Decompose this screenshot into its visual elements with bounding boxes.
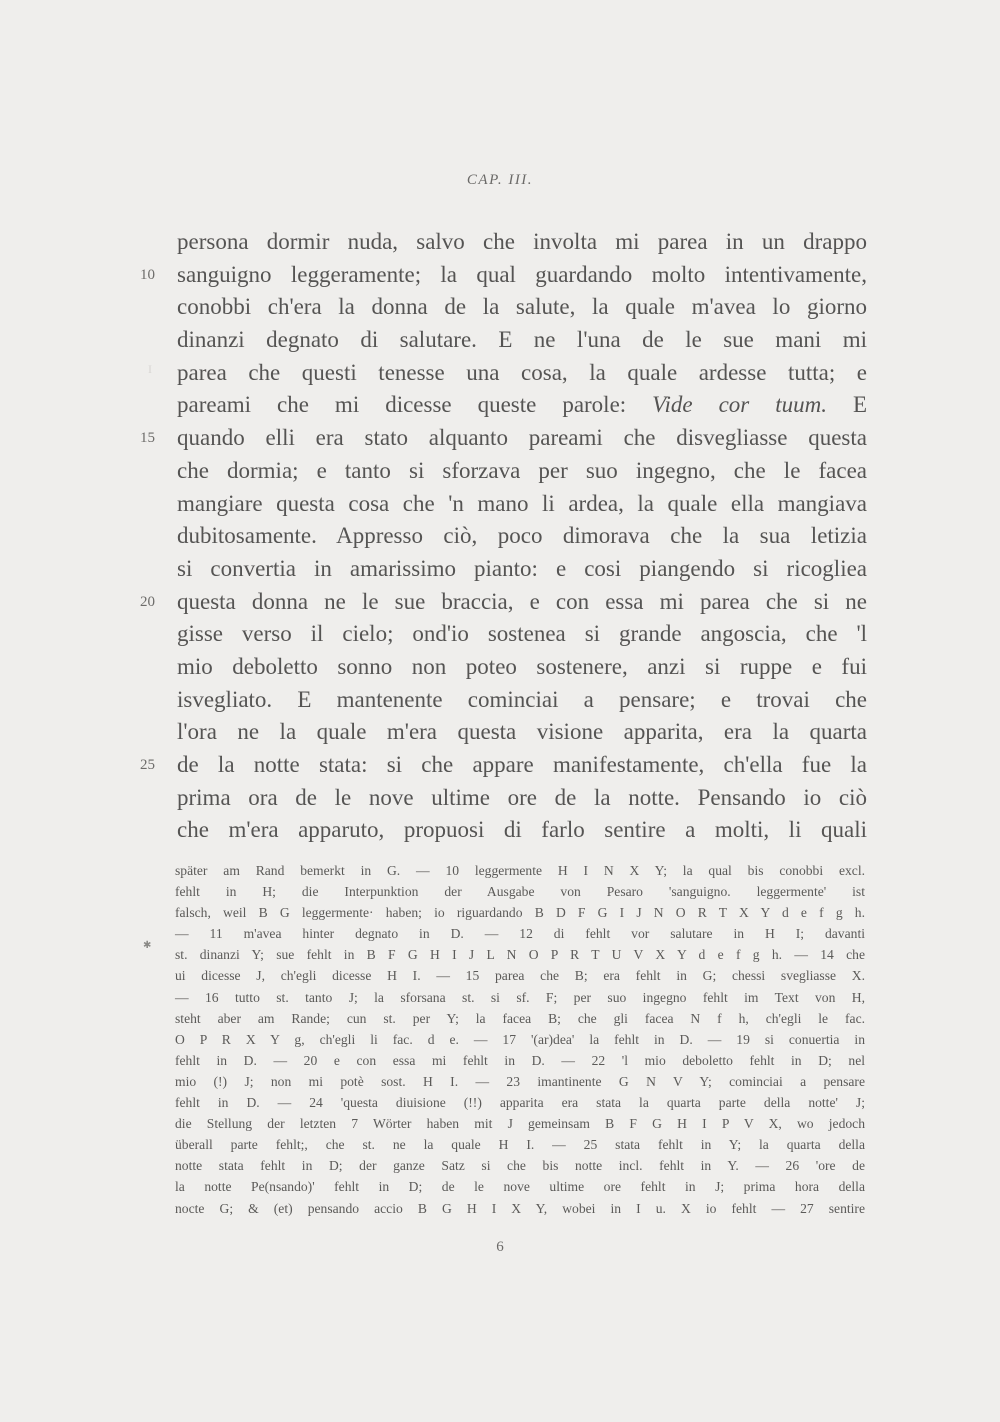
footnote-line: nocte G; & (et) pensando accio B G H I X Y, wobei in I u. X io fehlt — 27 sentire [175,1200,865,1216]
text-line [177,226,867,259]
text-line [177,782,867,815]
line-text: dubitosamente. Appresso ciò, poco dimorava che la sua letizia [177,523,867,549]
text-line [177,291,867,324]
footnote-line: st. dinanzi Y; sue fehlt in B F G H I J L N O P R T U V X Y d e f g h. — 14 che [175,947,865,963]
text-line [177,520,867,553]
text-line [177,389,867,422]
text-line [177,716,867,749]
line-text: che dormia; e tanto si sforzava per suo ingegno, che le facea [177,457,867,483]
footnote-line: die Stellung der letzten 7 Wörter haben mit J gemeinsam B F G H I P V X, wo jedoch [175,1116,865,1132]
footnote-line: fehlt in D. — 24 'questa diuisione (!!) apparita era stata la quarta parte della notte' J; [175,1095,865,1111]
faint-margin-mark: I [148,362,152,376]
text-line [177,455,867,488]
line-number: 15 [140,430,155,447]
footnote-line: falsch, weil B G leggermente· haben; io riguardando B D F G I J N O R T X Y d e f g h. [175,905,865,921]
main-text-block [140,226,867,847]
footnote-line: ui dicesse J, ch'egli dicesse H I. — 15 parea che B; era fehlt in G; chessi svegliasse X. [175,968,865,984]
text-line [140,749,867,782]
line-text: parea che questi tenesse una cosa, la quale ardesse tutta; e [177,359,867,385]
line-text: de la notte stata: si che appare manifestamente, ch'ella fue la [177,752,867,777]
line-text: gisse verso il cielo; ond'io sostenea si grande angoscia, che 'l [177,621,867,647]
text-line [177,357,867,390]
text-line [177,618,867,651]
text-line [140,422,867,455]
line-text: quando elli era stato alquanto pareami che disvegliasse questa [177,425,867,451]
line-text: che m'era apparuto, propuosi di farlo sentire a molti, li quali [177,817,867,843]
latin-phrase: Vide cor tuum. [652,392,827,418]
footnote-line: notte stata fehlt in D; der ganze Satz si che bis notte incl. fehlt in Y. — 26 'ore de [175,1158,865,1174]
line-text: mangiare questa cosa che 'n mano li ardea, la quale ella mangiava [177,490,867,516]
footnote-line: la notte Pe(nsando)' fehlt in D; de le nove ultime ore fehlt in J; prima hora della [175,1179,865,1195]
footnotes-block [175,860,865,1219]
line-text: persona dormir nuda, salvo che involta mi parea in un drappo [177,229,867,254]
text-line [140,586,867,619]
text-line [177,488,867,521]
line-text: prima ora de le nove ultime ore de la notte. Pensando io ciò [177,784,867,810]
footnote-line: mio (!) J; non mi potè sost. H I. — 23 imantinente G N V Y; cominciai a pensare [175,1073,865,1089]
text-line [177,553,867,586]
footnote-line: steht aber am Rande; cun st. per Y; la facea B; che gli facea N f h, ch'egli le fac. [175,1010,865,1026]
footnote-line: später am Rand bemerkt in G. — 10 leggermente H I N X Y; la qual bis conobbi excl. [175,863,865,878]
line-number: 10 [140,266,155,283]
text-line [177,324,867,357]
text-line [140,259,867,292]
page-number: 6 [496,1239,504,1255]
line-text: mio deboletto sonno non poteo sostenere, anzi si ruppe e fui [177,653,867,679]
line-number: 25 [140,757,155,773]
line-number: 20 [140,593,155,610]
line-text: pareami che mi dicesse queste parole: Vide cor tuum. E [177,392,867,418]
footnote-line: fehlt in D. — 20 e con essa mi fehlt in D. — 22 'l mio deboletto fehlt in D; nel [175,1052,865,1068]
footnote-line: fehlt in H; die Interpunktion der Ausgabe von Pesaro 'sanguigno. leggermente' ist [175,884,865,900]
line-text: questa donna ne le sue braccia, e con essa mi parea che si ne [177,588,867,614]
footnote-line: — 16 tutto st. tanto J; la sforsana st. si sf. F; per suo ingegno fehlt im Text von H, [175,989,865,1005]
line-text: dinanzi degnato di salutare. E ne l'una de le sue mani mi [177,327,867,353]
line-text: sanguigno leggeramente; la qual guardando molto intentivamente, [177,261,867,287]
ink-speck: ✱ [143,940,152,951]
footnote-line: — 11 m'avea hinter degnato in D. — 12 di fehlt vor salutare in H I; davanti [175,926,865,942]
text-line [177,651,867,684]
line-text: l'ora ne la quale m'era questa visione apparita, era la quarta [177,719,867,745]
text-line [177,814,867,847]
line-text: si convertia in amarissimo pianto: e cosi piangendo si ricogliea [177,555,867,581]
text-line [177,684,867,717]
footnote-line: O P R X Y g, ch'egli li fac. d e. — 17 '(ar)dea' la fehlt in D. — 19 si conuertia in [175,1031,865,1047]
line-text: conobbi ch'era la donna de la salute, la quale m'avea lo giorno [177,294,867,320]
running-head: CAP. III. [466,172,534,188]
footnote-line: überall parte fehlt;, che st. ne la quale H I. — 25 stata fehlt in Y; la quarta della [175,1137,865,1153]
line-text: isvegliato. E mantenente cominciai a pensare; e trovai che [177,686,867,712]
